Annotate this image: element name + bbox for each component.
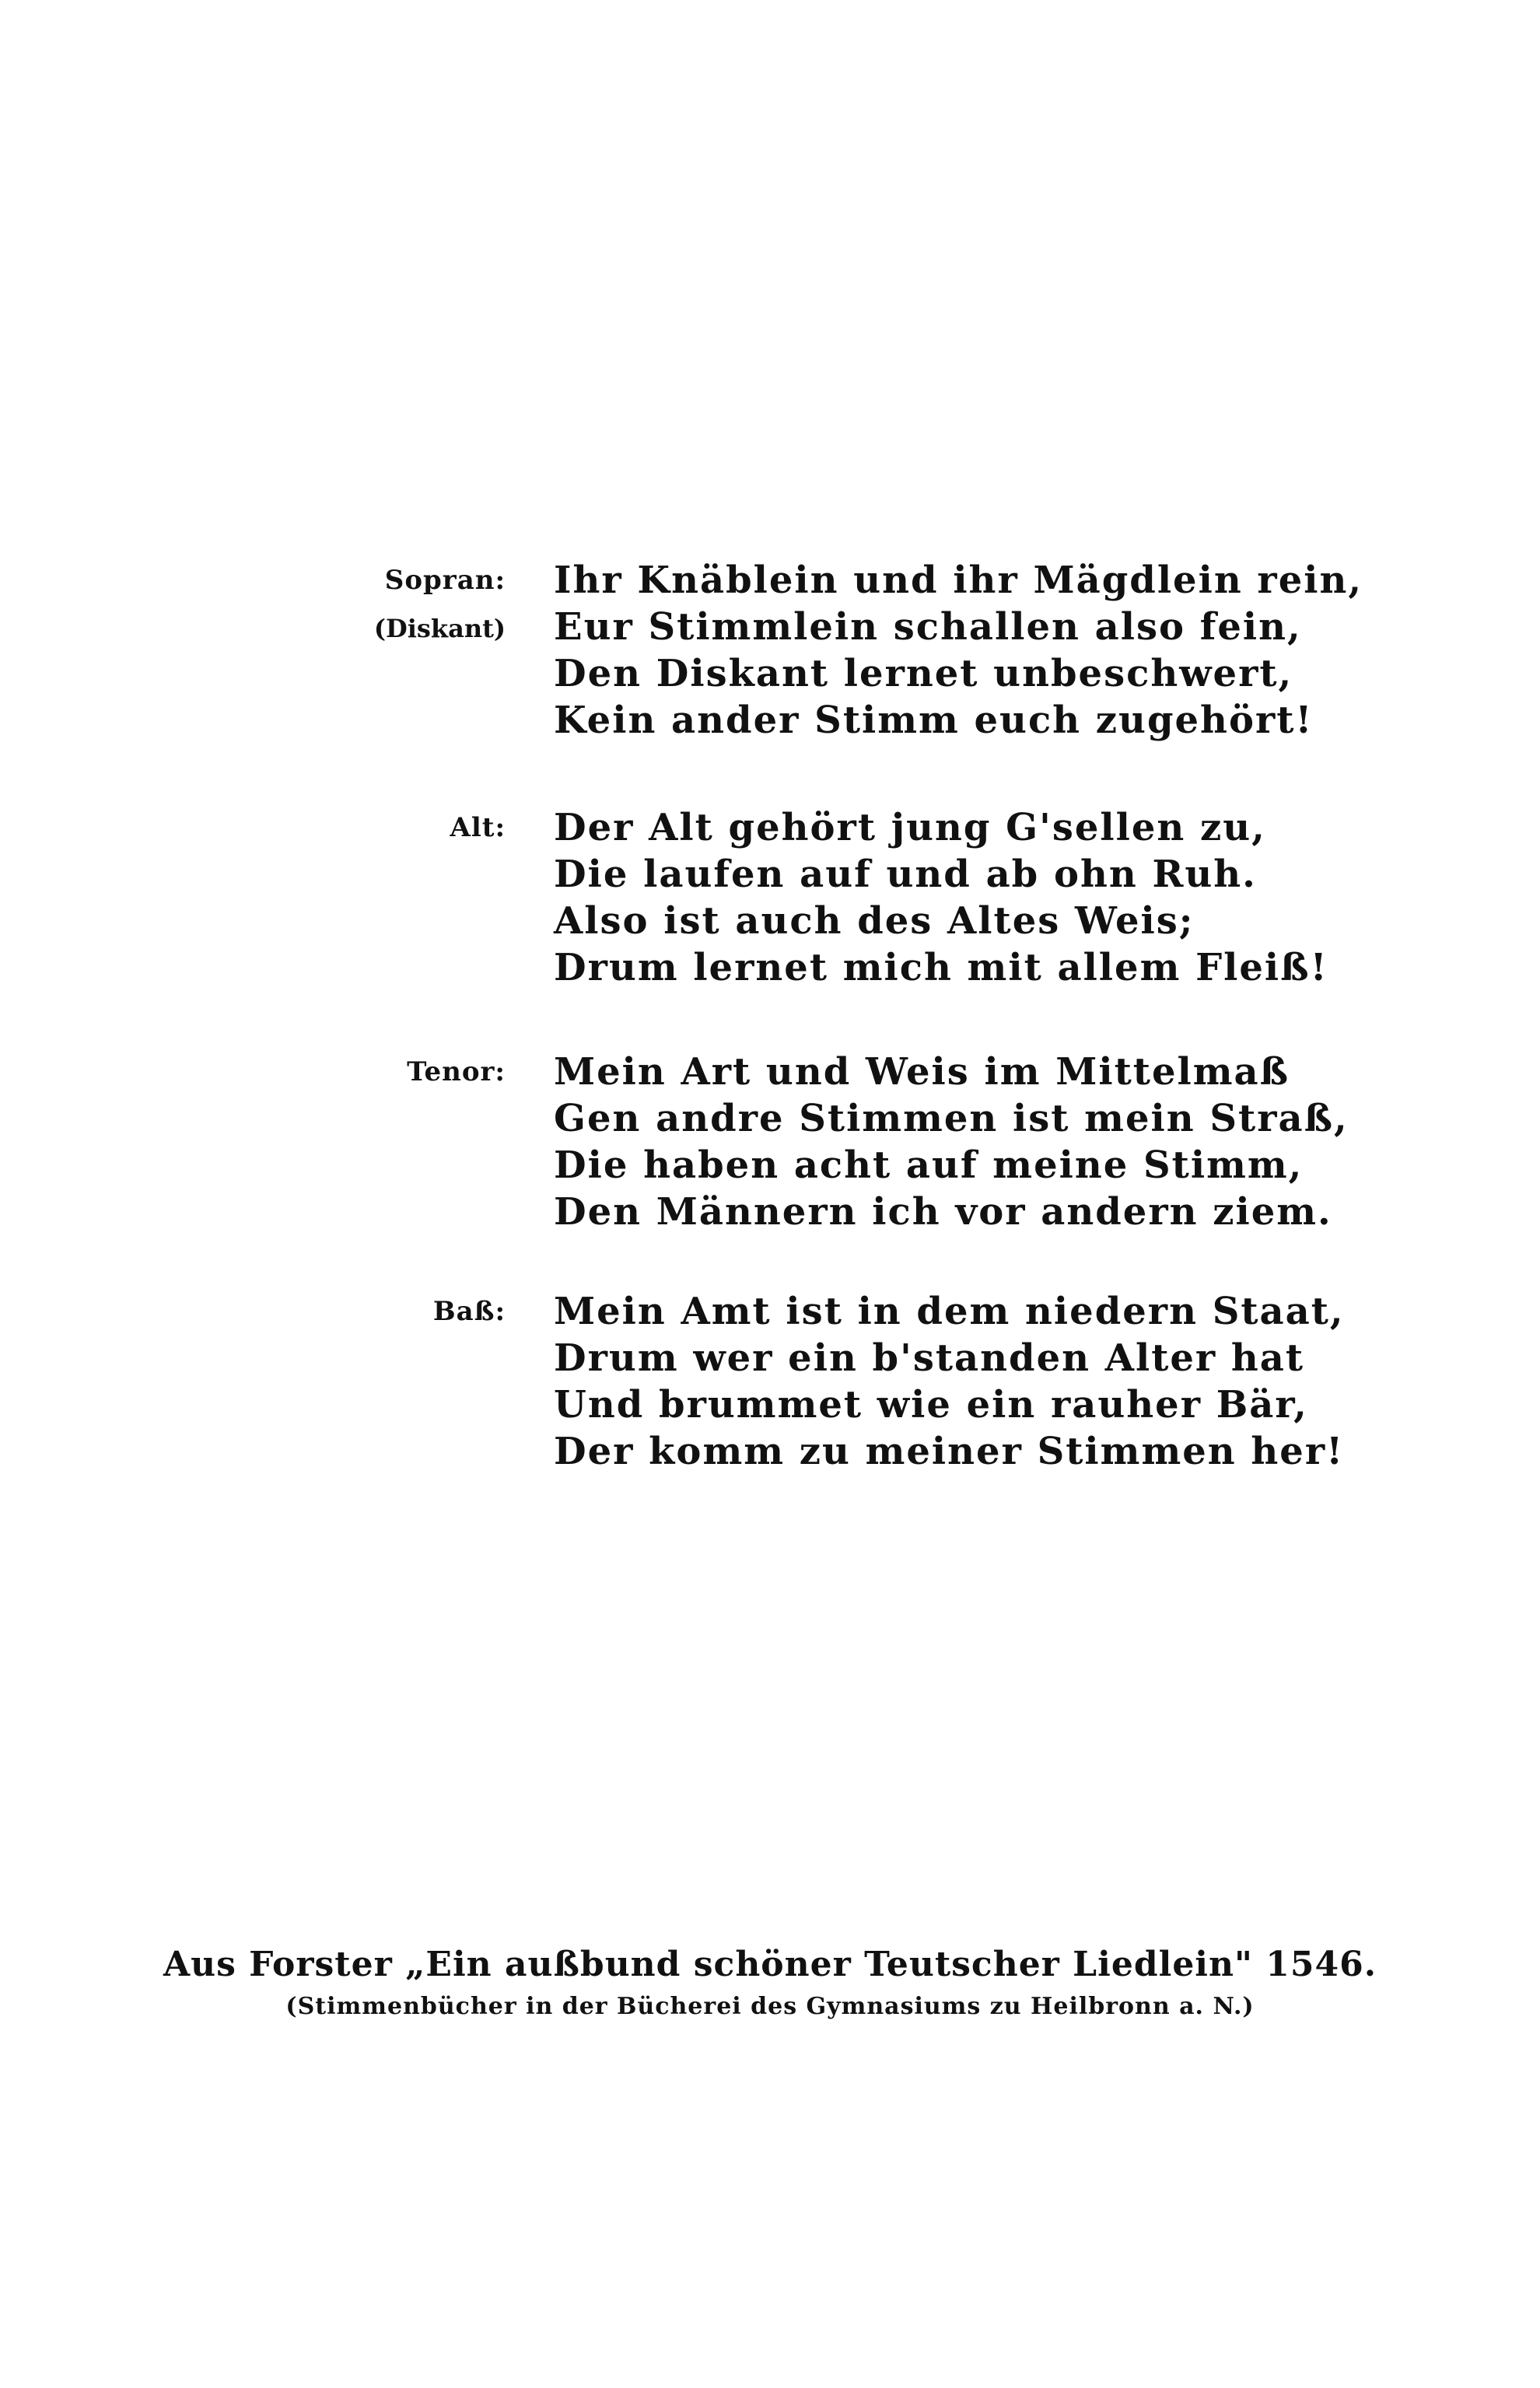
verse-line: Drum lernet mich mit allem Fleiß!: [554, 946, 1328, 989]
voice-label-bass: Baß:: [432, 1296, 506, 1327]
verse-line: Eur Stimmlein schallen also fein,: [554, 605, 1302, 649]
verse-line: Die haben acht auf meine Stimm,: [554, 1143, 1304, 1187]
voice-label-tenor: Tenor:: [407, 1056, 506, 1087]
voice-label-sopran: Sopran:: [384, 565, 506, 596]
verse-line: Ihr Knäblein und ihr Mägdlein rein,: [554, 558, 1363, 602]
verse-line: Gen andre Stimmen ist mein Straß,: [554, 1097, 1349, 1140]
verse-line: Die laufen auf und ab ohn Ruh.: [554, 853, 1257, 896]
source-citation: Aus Forster „Ein außbund schöner Teutscher Liedlein" 1546.: [163, 1945, 1377, 1984]
verse-tenor: [554, 1049, 1349, 1235]
verse-line: Mein Art und Weis im Mittelmaß: [554, 1050, 1290, 1094]
verse-alt: [554, 804, 1328, 991]
verse-line: Der komm zu meiner Stimmen her!: [554, 1430, 1345, 1473]
verse-line: Den Männern ich vor andern ziem.: [554, 1190, 1332, 1234]
verse-line: Den Diskant lernet unbeschwert,: [554, 652, 1293, 695]
verse-line: Mein Amt ist in dem niedern Staat,: [554, 1290, 1345, 1333]
verse-line: Der Alt gehört jung G'sellen zu,: [554, 806, 1266, 849]
verse-line: Also ist auch des Altes Weis;: [554, 899, 1195, 943]
voice-label-alt: Alt:: [450, 812, 506, 843]
verse-line: Und brummet wie ein rauher Bär,: [554, 1383, 1308, 1427]
verse-line: Drum wer ein b'standen Alter hat: [554, 1336, 1305, 1380]
verse-sopran: [554, 557, 1363, 744]
voice-sublabel-diskant: (Diskant): [373, 614, 506, 643]
verse-bass: [554, 1288, 1345, 1475]
source-note: (Stimmenbücher in der Bücherei des Gymnasiums zu Heilbronn a. N.): [285, 1993, 1255, 2020]
verse-line: Kein ander Stimm euch zugehört!: [554, 699, 1314, 742]
